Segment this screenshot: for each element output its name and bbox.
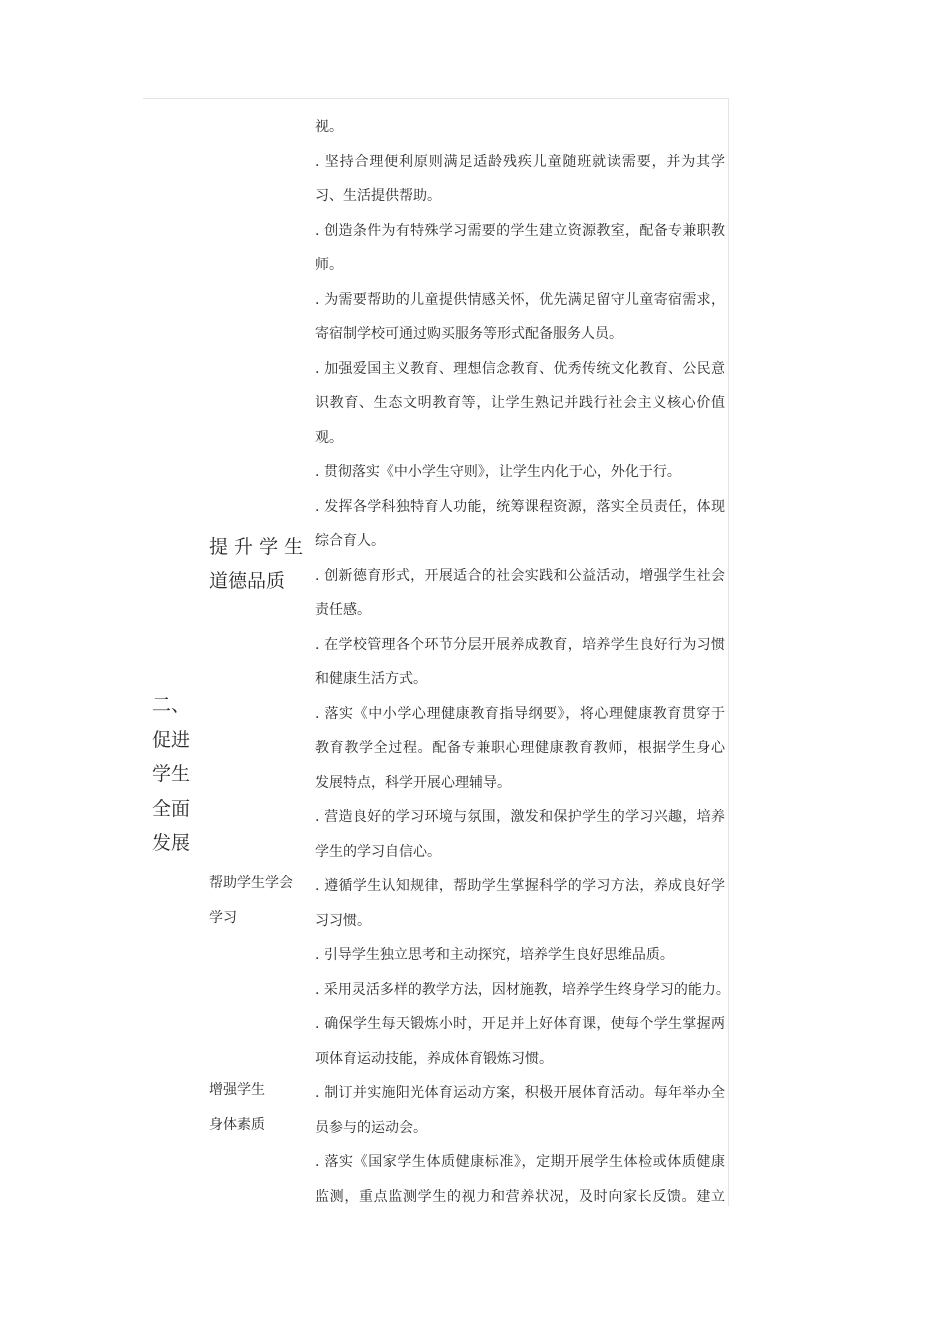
content-line: . 创造条件为有特殊学习需要的学生建立资源教室，配备专兼职教 (315, 222, 725, 239)
content-line: . 在学校管理各个环节分层开展养成教育，培养学生良好行为习惯 (315, 636, 725, 653)
category-line: 学生 (152, 763, 191, 785)
category-line: 促进 (152, 728, 191, 751)
content-line: . 加强爱国主义教育、理想信念教育、优秀传统文化教育、公民意 (315, 360, 725, 377)
content-line: 项体育运动技能，养成体育锻炼习惯。 (315, 1050, 553, 1067)
content-line: . 采用灵活多样的教学方法，因材施教，培养学生终身学习的能力。 (315, 981, 730, 998)
content-line: 监测，重点监测学生的视力和营养状况，及时向家长反馈。建立 (315, 1188, 725, 1205)
content-line: . 为需要帮助的儿童提供情感关怀，优先满足留守儿童寄宿需求， (315, 291, 725, 308)
content-line: . 营造良好的学习环境与氛围，激发和保护学生的学习兴趣，培养 (315, 809, 725, 825)
category-line: 发展 (152, 832, 191, 854)
subcategory-learn (209, 866, 293, 935)
subcategory-line: 道德品质 (209, 570, 286, 592)
subcategory-line: 学习 (209, 909, 237, 926)
content-line: 习习惯。 (315, 912, 371, 929)
content-line: 习、生活提供帮助。 (315, 188, 441, 204)
content-cell (315, 110, 730, 1206)
content-line: 识教育、生态文明教育等，让学生熟记并践行社会主义核心价值 (315, 395, 725, 411)
content-line: . 落实《国家学生体质健康标准》，定期开展学生体检或体质健康 (315, 1154, 725, 1170)
subcategory-line: 身体素质 (209, 1116, 265, 1133)
content-line: . 制订并实施阳光体育运动方案，积极开展体育活动。每年举办全 (315, 1085, 725, 1101)
content-line: . 引导学生独立思考和主动探究，培养学生良好思维品质。 (315, 947, 674, 963)
content-line: 观。 (315, 429, 343, 446)
subcategory-line: 帮助学生学会 (209, 875, 293, 891)
content-line: . 遵循学生认知规律，帮助学生掌握科学的学习方法，养成良好学 (315, 878, 725, 894)
category-cell (152, 688, 202, 861)
content-line: . 创新德育形式，开展适合的社会实践和公益活动，增强学生社会 (315, 567, 725, 584)
content-line: 发展特点，科学开展心理辅导。 (315, 774, 511, 791)
content-line: 员参与的运动会。 (315, 1119, 427, 1136)
content-line: . 坚持合理便利原则满足适龄残疾儿童随班就读需要，并为其学 (315, 153, 725, 170)
content-line: 视。 (315, 119, 343, 135)
content-line: 学生的学习自信心。 (315, 843, 441, 860)
category-line: 全面 (152, 797, 191, 820)
content-line: . 贯彻落实《中小学生守则》，让学生内化于心，外化于行。 (315, 464, 681, 480)
content-line: 责任感。 (315, 602, 371, 618)
content-line: 寄宿制学校可通过购买服务等形式配备服务人员。 (315, 326, 623, 342)
subcategory-line: 增强学生 (209, 1082, 265, 1098)
content-line: . 确保学生每天锻炼小时，开足并上好体育课，使每个学生掌握两 (315, 1016, 725, 1032)
subcategory-line: 提 升 学 生 (209, 536, 304, 558)
content-line: 和健康生活方式。 (315, 671, 427, 687)
category-line: 二、 (152, 694, 191, 716)
content-line: 师。 (315, 257, 343, 273)
content-line: 综合育人。 (315, 533, 385, 549)
subcategory-body (209, 1073, 265, 1142)
content-line: . 落实《中小学心理健康教育指导纲要》，将心理健康教育贯穿于 (315, 705, 725, 722)
content-line: 教育教学全过程。配备专兼职心理健康教育教师，根据学生身心 (315, 740, 725, 756)
subcategory-moral (209, 530, 303, 598)
content-line: . 发挥各学科独特育人功能，统筹课程资源，落实全员责任，体现 (315, 498, 725, 515)
